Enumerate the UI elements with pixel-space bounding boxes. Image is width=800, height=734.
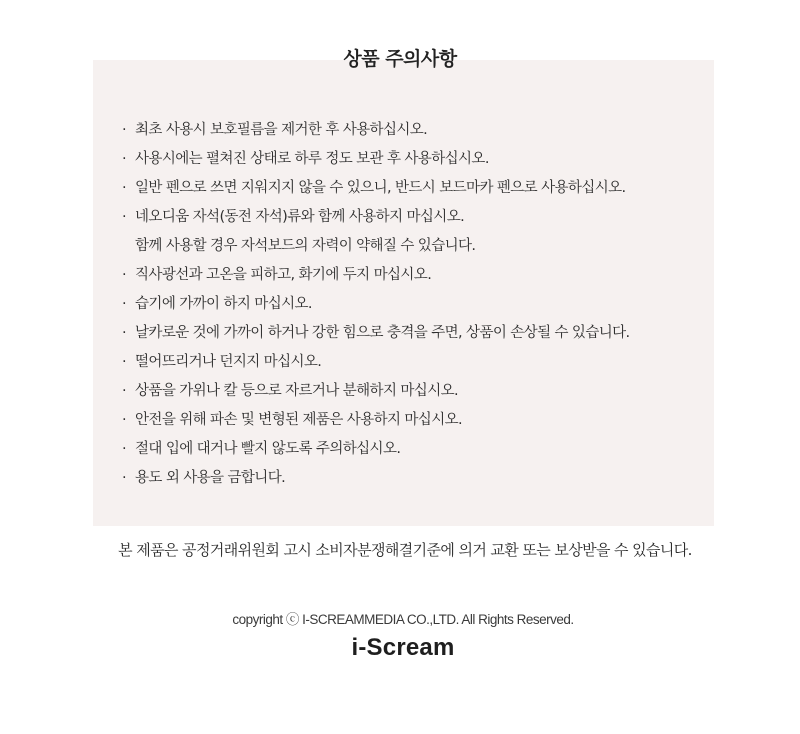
copyright-text: copyright ⓒ I-SCREAMMEDIA CO.,LTD. All Rights Reserved. <box>232 612 574 627</box>
notice-text: 안전을 위해 파손 및 변형된 제품은 사용하지 마십시오. <box>135 412 463 428</box>
notice-item <box>122 203 630 232</box>
notice-text: 네오디움 자석(동전 자석)류와 함께 사용하지 마십시오. <box>135 209 465 225</box>
notice-item <box>122 232 630 261</box>
bullet-icon: · <box>122 151 127 167</box>
notice-text: 용도 외 사용을 금합니다. <box>135 470 286 486</box>
notice-text: 일반 펜으로 쓰면 지워지지 않을 수 있으니, 반드시 보드마카 펜으로 사용하십시오. <box>135 180 626 196</box>
notice-item <box>122 319 630 348</box>
notice-text: 습기에 가까이 하지 마십시오. <box>135 296 312 312</box>
notice-text: 사용시에는 펼쳐진 상태로 하루 정도 보관 후 사용하십시오. <box>135 151 489 167</box>
notice-text: 함께 사용할 경우 자석보드의 자력이 약해질 수 있습니다. <box>135 238 476 254</box>
notice-item <box>122 464 630 493</box>
notice-item <box>122 261 630 290</box>
notice-text: 절대 입에 대거나 빨지 않도록 주의하십시오. <box>135 441 401 457</box>
bullet-icon: · <box>122 470 127 486</box>
notice-item <box>122 116 630 145</box>
brand-logo: i-Scream <box>351 634 455 661</box>
notice-item <box>122 406 630 435</box>
notice-list <box>122 116 630 493</box>
notice-text: 날카로운 것에 가까이 하거나 강한 힘으로 충격을 주면, 상품이 손상될 수 있습니다. <box>135 325 630 341</box>
notice-item <box>122 435 630 464</box>
bullet-icon: · <box>122 383 127 399</box>
bullet-icon: · <box>122 325 127 341</box>
notice-item <box>122 377 630 406</box>
notice-item <box>122 348 630 377</box>
bullet-icon: · <box>122 180 127 196</box>
bullet-icon: · <box>122 267 127 283</box>
notice-item <box>122 145 630 174</box>
notice-text: 최초 사용시 보호필름을 제거한 후 사용하십시오. <box>135 122 428 138</box>
notice-text: 상품을 가위나 칼 등으로 자르거나 분해하지 마십시오. <box>135 383 459 399</box>
notice-item <box>122 290 630 319</box>
page-title: 상품 주의사항 <box>343 48 457 70</box>
bullet-icon: · <box>122 209 127 225</box>
bullet-icon: · <box>122 296 127 312</box>
exchange-notice: 본 제품은 공정거래위원회 고시 소비자분쟁해결기준에 의거 교환 또는 보상받을 수 있습니다. <box>118 541 692 559</box>
notice-text: 떨어뜨리거나 던지지 마십시오. <box>135 354 322 370</box>
bullet-icon: · <box>122 441 127 457</box>
bullet-icon: · <box>122 122 127 138</box>
bullet-icon: · <box>122 354 127 370</box>
bullet-icon: · <box>122 412 127 428</box>
notice-text: 직사광선과 고온을 피하고, 화기에 두지 마십시오. <box>135 267 432 283</box>
notice-item <box>122 174 630 203</box>
